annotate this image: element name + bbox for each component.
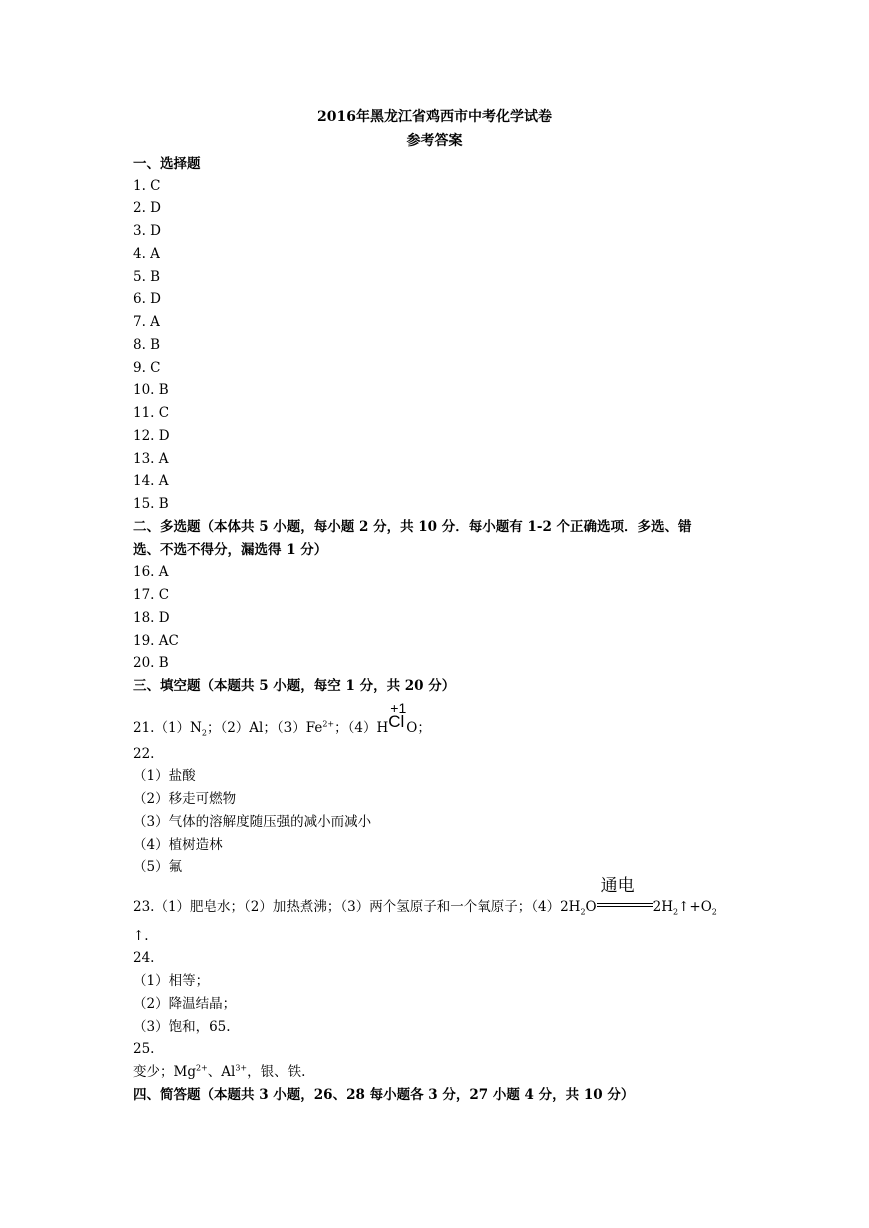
section1-heading: 一、选择题 (133, 156, 201, 172)
q23-o: O (585, 899, 597, 915)
q21-valence: +1 (390, 700, 407, 716)
q22-number: 22. (133, 746, 155, 762)
q21-element: Cl (388, 712, 405, 731)
q23-product1: 2H (652, 899, 673, 915)
document-subtitle: 参考答案 (406, 133, 463, 149)
q24-item-2: （2）降温结晶； (133, 996, 237, 1012)
answer-18: 18. D (133, 610, 170, 626)
answer-12: 12. D (133, 428, 170, 444)
q25-mg-superscript: 2+ (195, 1063, 208, 1073)
q24-item-3: （3）饱和，65. (133, 1019, 231, 1035)
q25-part2: 、Al (207, 1064, 236, 1080)
answer-7: 7. A (133, 314, 160, 330)
answer-14: 14. A (133, 473, 169, 489)
q25-al-superscript: 3+ (235, 1063, 248, 1073)
answer-19: 19. AC (133, 633, 179, 649)
q21-fe-superscript: 2+ (322, 719, 335, 729)
q23-product2-subscript: 2 (711, 907, 717, 917)
q23-tail: ↑. (133, 928, 149, 944)
q23-product1-subscript: 2 (672, 907, 679, 917)
answer-10: 10. B (133, 382, 169, 398)
q21-part2: ；（2）Al；（3）Fe (206, 720, 323, 736)
answer-3: 3. D (133, 223, 161, 239)
answer-6: 6. D (133, 291, 161, 307)
section3-heading: 三、填空题（本题共 5 小题，每空 1 分，共 20 分） (133, 678, 456, 694)
q25-part3: ，银、铁. (247, 1064, 306, 1080)
answer-13: 13. A (133, 451, 169, 467)
q23-text: 23.（1）肥皂水；（2）加热煮沸；（3）两个氢原子和一个氧原子；（4）2H (133, 899, 581, 915)
answer-15: 15. B (133, 496, 169, 512)
section4-heading: 四、简答题（本题共 3 小题，26、28 每小题各 3 分，27 小题 4 分，共 10 分） (133, 1087, 635, 1103)
q22-item-5: （5）氟 (133, 859, 183, 875)
q22-item-4: （4）植树造林 (133, 837, 223, 853)
answer-9: 9. C (133, 360, 161, 376)
q22-item-2: （2）移走可燃物 (133, 791, 237, 807)
q21-part4: ；（4）H (334, 720, 389, 736)
q22-item-3: （3）气体的溶解度随压强的减小而减小 (133, 814, 372, 830)
answer-20: 20. B (133, 655, 169, 671)
answer-25 (133, 1063, 305, 1081)
q21-suffix: O； (406, 720, 431, 736)
q21-prefix: 21.（1）N (133, 720, 202, 736)
answer-21 (133, 700, 431, 738)
answer-23 (133, 876, 717, 917)
q21-valence-stack (388, 700, 407, 732)
q24-item-1: （1）相等； (133, 973, 210, 989)
answer-5: 5. B (133, 269, 161, 285)
answer-17: 17. C (133, 587, 170, 603)
q23-plus: ↑+O (678, 899, 712, 915)
q24-number: 24. (133, 950, 155, 966)
section2-heading-line2: 选、不选不得分，漏选得 1 分） (133, 542, 328, 558)
q22-item-1: （1）盐酸 (133, 768, 196, 784)
answer-4: 4. A (133, 246, 160, 262)
q23-equals-bar-top (597, 903, 653, 904)
q23-condition-text: 通电 (600, 876, 635, 896)
q21-n-subscript: 2 (201, 728, 207, 738)
q25-number: 25. (133, 1041, 155, 1057)
q23-h2o-subscript: 2 (580, 907, 586, 917)
answer-2: 2. D (133, 200, 161, 216)
section2-heading-line1: 二、多选题（本体共 5 小题，每小题 2 分，共 10 分．每小题有 1-2 个正确选项．多选、错 (133, 519, 692, 535)
document-title: 2016年黑龙江省鸡西市中考化学试卷 (317, 109, 552, 125)
q23-reaction-condition (597, 876, 653, 911)
q23-equals-bar-bottom (597, 906, 653, 907)
q25-part1: 变少；Mg (133, 1064, 196, 1080)
answer-8: 8. B (133, 337, 161, 353)
answer-16: 16. A (133, 564, 169, 580)
answer-11: 11. C (133, 405, 170, 421)
answer-1: 1. C (133, 178, 161, 194)
